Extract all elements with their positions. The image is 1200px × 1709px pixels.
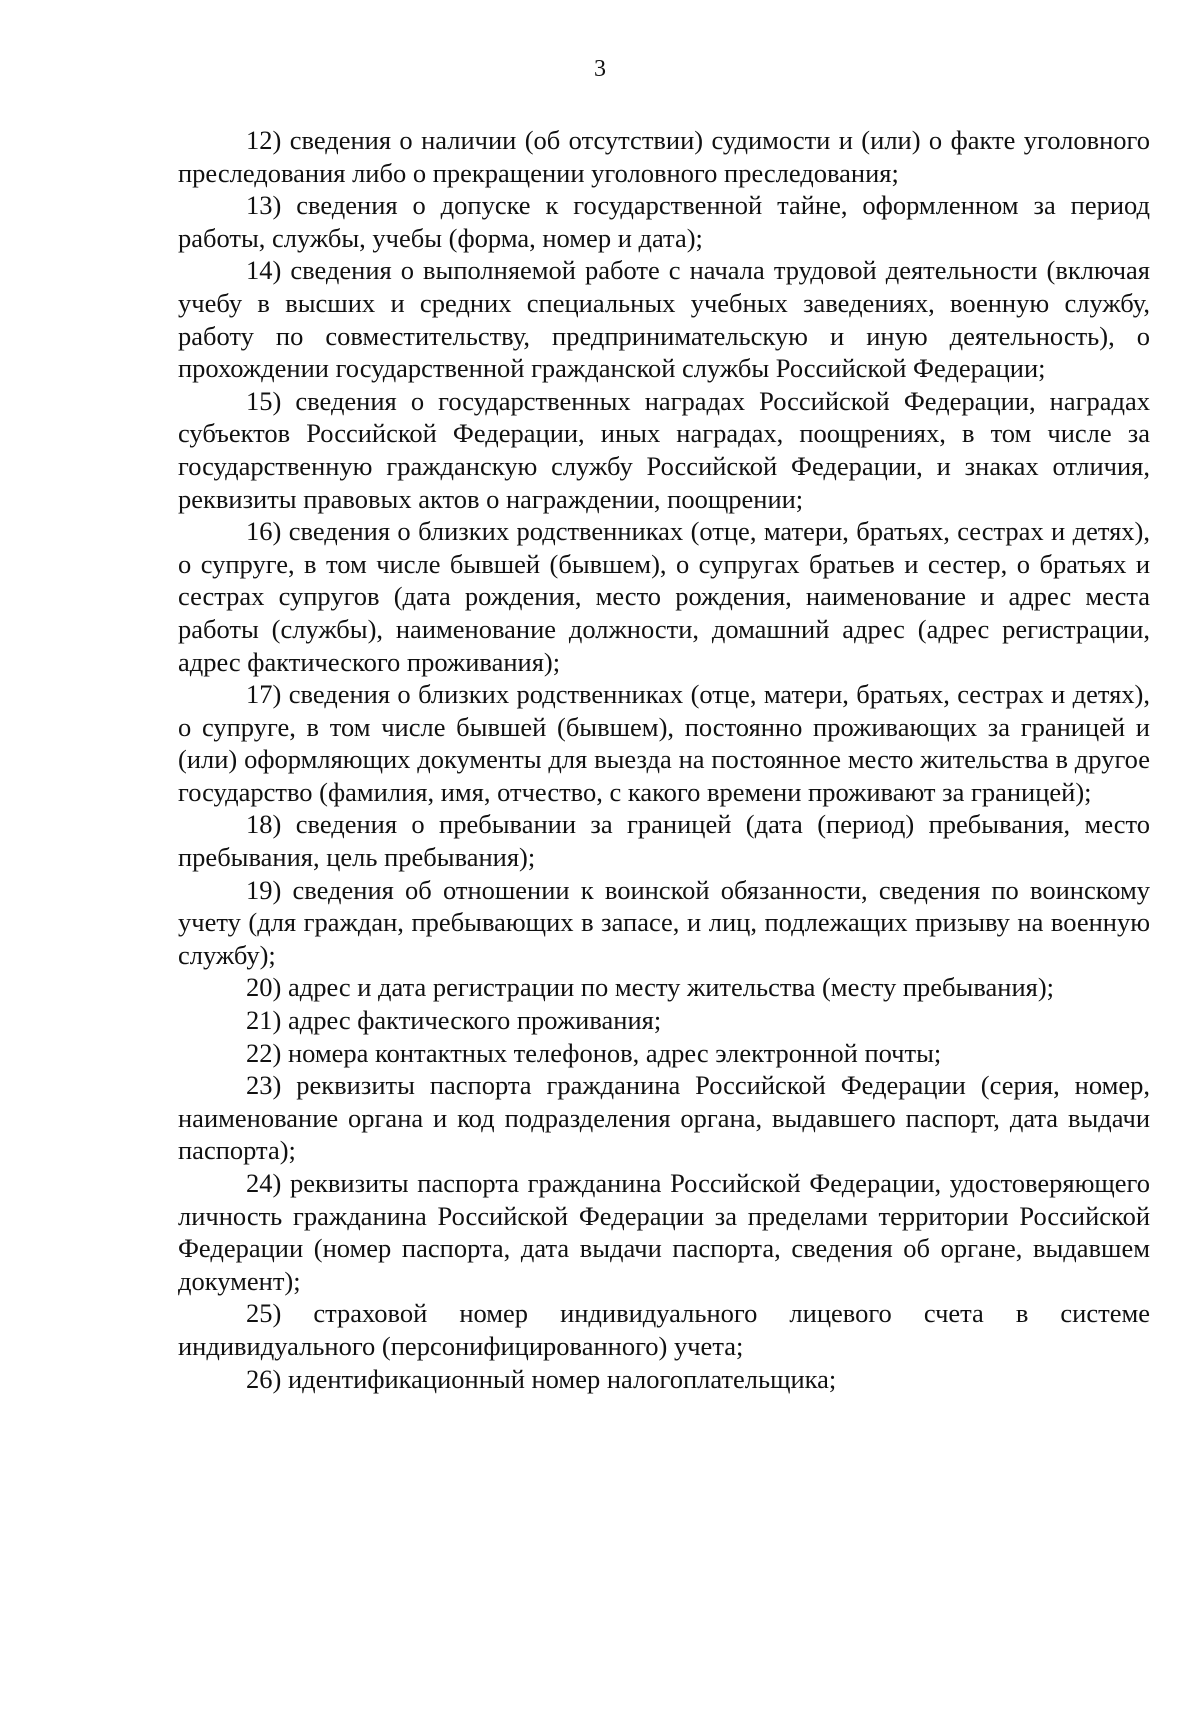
list-item-16: 16) сведения о близких родственниках (отце, матери, братьях, сестрах и детях), о супруге, в том числе бывшей (бывшем), о супругах братьев и сестер, о братьях и сестрах супругов (дата рождения, место рождения, наименование и адрес места работы (службы), наименование должности, домашний адрес (адрес регистрации, адрес фактического проживания); [178, 516, 1150, 677]
list-item-21: 21) адрес фактического проживания; [246, 1005, 662, 1036]
list-item-25: 25) страховой номер индивидуального лицевого счета в системе индивидуального (персонифицированного) учета; [178, 1298, 1150, 1361]
list-item-26: 26) идентификационный номер налогоплательщика; [246, 1363, 837, 1394]
list-item-14: 14) сведения о выполняемой работе с начала трудовой деятельности (включая учебу в высших и средних специальных учебных заведениях, военную службу, работу по совместительству, предпринимательскую и иную деятельность), о прохождении государственной гражданской службы Российской Федерации; [178, 255, 1150, 384]
document-body [178, 124, 1150, 1395]
list-item-12: 12) сведения о наличии (об отсутствии) судимости и (или) о факте уголовного преследования либо о прекращении уголовного преследования; [178, 125, 1150, 188]
list-item-17: 17) сведения о близких родственниках (отце, матери, братьях, сестрах и детях), о супруге, в том числе бывшей (бывшем), постоянно проживающих за границей и (или) оформляющих документы для выезда на постоянное место жительства в другое государство (фамилия, имя, отчество, с какого времени проживают за границей); [178, 679, 1150, 807]
list-item-15: 15) сведения о государственных наградах Российской Федерации, наградах субъектов Российской Федерации, иных наградах, поощрениях, в том числе за государственную гражданскую службу Российской Федерации, и знаках отличия, реквизиты правовых актов о награждении, поощрении; [178, 385, 1150, 514]
list-item-18: 18) сведения о пребывании за границей (дата (период) пребывания, место пребывания, цель пребывания); [178, 809, 1150, 873]
list-item-20: 20) адрес и дата регистрации по месту жительства (месту пребывания); [246, 972, 1055, 1003]
list-item-24: 24) реквизиты паспорта гражданина Российской Федерации, удостоверяющего личность гражданина Российской Федерации за пределами территории Российской Федерации (номер паспорта, дата выдачи паспорта, сведения об органе, выдавшем документ); [178, 1168, 1150, 1296]
page-number: 3 [594, 56, 606, 82]
list-item-19: 19) сведения об отношении к воинской обязанности, сведения по воинскому учету (для граждан, пребывающих в запасе, и лиц, подлежащих призыву на военную службу); [178, 874, 1150, 970]
list-item-22: 22) номера контактных телефонов, адрес электронной почты; [246, 1037, 942, 1068]
list-item-23: 23) реквизиты паспорта гражданина Российской Федерации (серия, номер, наименование органа и код подразделения органа, выдавшего паспорт, дата выдачи паспорта); [178, 1070, 1150, 1166]
list-item-13: 13) сведения о допуске к государственной тайне, оформленном за период работы, службы, учебы (форма, номер и дата); [178, 190, 1150, 253]
